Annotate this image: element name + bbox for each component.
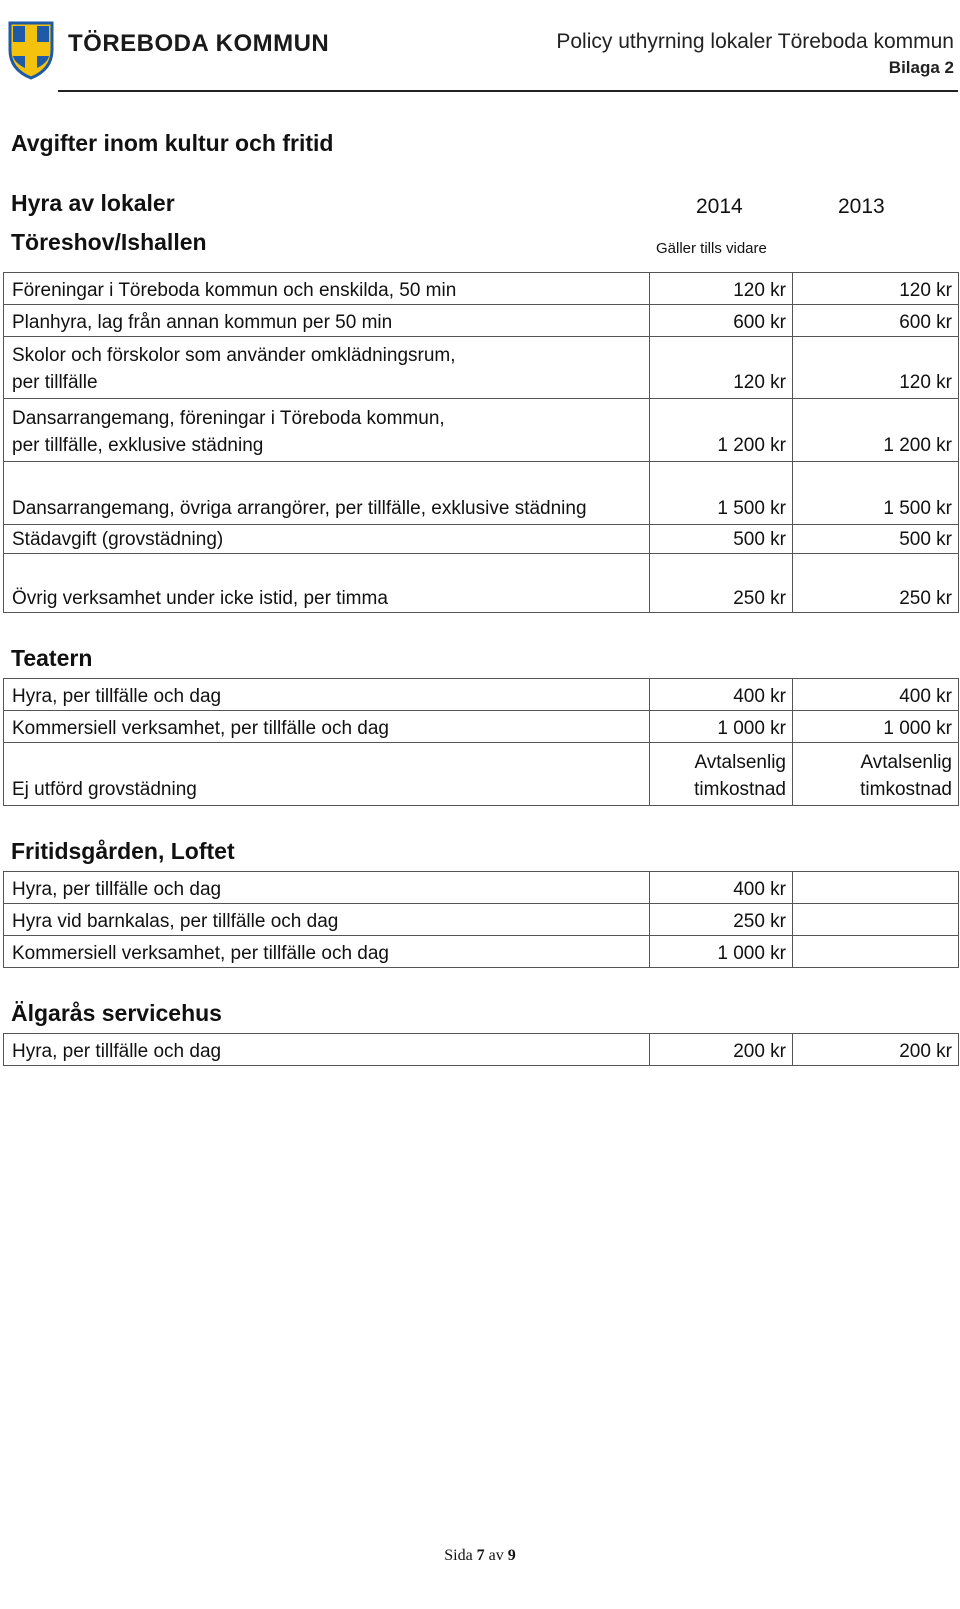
- fee-table-teatern: [3, 678, 959, 806]
- footer-page-total: 9: [507, 1547, 516, 1564]
- row-label: Hyra vid barnkalas, per tillfälle och dag: [4, 904, 650, 935]
- table-row: [3, 743, 959, 806]
- footer-separator: av: [488, 1547, 504, 1564]
- row-label: Övrig verksamhet under icke istid, per timma: [4, 554, 650, 612]
- row-label: Hyra, per tillfälle och dag: [4, 1034, 650, 1065]
- section-heading-hyra: Hyra av lokaler: [11, 190, 175, 216]
- row-label: Städavgift (grovstädning): [4, 525, 650, 553]
- fee-table-ishallen: [3, 272, 959, 613]
- row-label: Hyra, per tillfälle och dag: [4, 679, 650, 710]
- row-label: Kommersiell verksamhet, per tillfälle och dag: [4, 936, 650, 967]
- logo-text: TÖREBODA KOMMUN: [68, 30, 330, 57]
- fee-2014: 1 000 kr: [650, 711, 793, 742]
- fee-2014: 600 kr: [650, 305, 793, 336]
- fee-table-algaras: [3, 1033, 959, 1066]
- row-label: Hyra, per tillfälle och dag: [4, 872, 650, 903]
- appendix-label: Bilaga 2: [888, 58, 954, 77]
- row-label: Dansarrangemang, föreningar i Töreboda kommun, per tillfälle, exklusive städning: [12, 408, 445, 456]
- fee-2014: 1 500 kr: [650, 462, 793, 524]
- fee-table-loftet: [3, 871, 959, 968]
- fee-2014: 200 kr: [650, 1034, 793, 1065]
- footer-prefix: Sida: [444, 1547, 473, 1564]
- table-row: [3, 936, 959, 968]
- fee-2013: 1 500 kr: [883, 498, 952, 519]
- footer-page-number: 7: [476, 1547, 485, 1564]
- fee-2014: Avtalsenlig timkostnad: [694, 752, 786, 800]
- table-row: [3, 872, 959, 904]
- column-year-2014: 2014: [696, 195, 743, 218]
- row-label: Föreningar i Töreboda kommun och enskilda, 50 min: [4, 273, 650, 304]
- table-row: [3, 525, 959, 554]
- fee-2014: 120 kr: [650, 337, 793, 398]
- fee-2014: 1 200 kr: [650, 399, 793, 461]
- fee-2013: 120 kr: [899, 280, 952, 301]
- fee-2013: 200 kr: [899, 1041, 952, 1062]
- table-row: [3, 711, 959, 743]
- fee-2013: 120 kr: [899, 372, 952, 393]
- document-title: Policy uthyrning lokaler Töreboda kommun: [556, 30, 954, 53]
- fee-2013: 600 kr: [899, 312, 952, 333]
- row-label: Kommersiell verksamhet, per tillfälle och dag: [4, 711, 650, 742]
- fee-2014: 250 kr: [650, 904, 793, 935]
- table-row: [3, 1034, 959, 1066]
- fee-2014: 500 kr: [650, 525, 793, 553]
- fee-2013: 500 kr: [899, 529, 952, 550]
- fee-2013: [793, 936, 958, 967]
- column-year-2013: 2013: [838, 195, 885, 218]
- fee-2014: 120 kr: [650, 273, 793, 304]
- fee-2013: 250 kr: [899, 588, 952, 609]
- row-label: Planhyra, lag från annan kommun per 50 min: [4, 305, 650, 336]
- row-label: Ej utförd grovstädning: [4, 743, 650, 805]
- fee-2013: 400 kr: [899, 686, 952, 707]
- fee-2014: 1 000 kr: [650, 936, 793, 967]
- fee-2013: [793, 872, 958, 903]
- municipality-shield-icon: [7, 20, 55, 80]
- row-label: Skolor och förskolor som använder omklädningsrum, per tillfälle: [12, 345, 456, 393]
- header-divider: [58, 90, 958, 92]
- fee-2014: 250 kr: [650, 554, 793, 612]
- page-heading: Avgifter inom kultur och fritid: [11, 130, 334, 156]
- fee-2013: 1 000 kr: [883, 718, 952, 739]
- page-footer: [0, 1547, 960, 1565]
- table-row: [3, 554, 959, 613]
- table-row: [3, 305, 959, 337]
- section-heading-algaras: Älgarås servicehus: [11, 1000, 222, 1026]
- table-row: [3, 462, 959, 525]
- fee-2013: Avtalsenlig timkostnad: [860, 752, 952, 800]
- section-heading-teatern: Teatern: [11, 645, 93, 671]
- table-row: [3, 399, 959, 462]
- table-row: [3, 679, 959, 711]
- section-heading-loftet: Fritidsgården, Loftet: [11, 838, 235, 864]
- section-subheading-ishallen: Töreshov/Ishallen: [11, 229, 207, 255]
- row-label: Dansarrangemang, övriga arrangörer, per tillfälle, exklusive städning: [4, 462, 650, 524]
- table-row: [3, 337, 959, 399]
- table-row: [3, 273, 959, 305]
- fee-2013: [793, 904, 958, 935]
- table-row: [3, 904, 959, 936]
- fee-2014: 400 kr: [650, 872, 793, 903]
- fee-2014: 400 kr: [650, 679, 793, 710]
- fee-2013: 1 200 kr: [883, 435, 952, 456]
- validity-note: Gäller tills vidare: [656, 240, 767, 257]
